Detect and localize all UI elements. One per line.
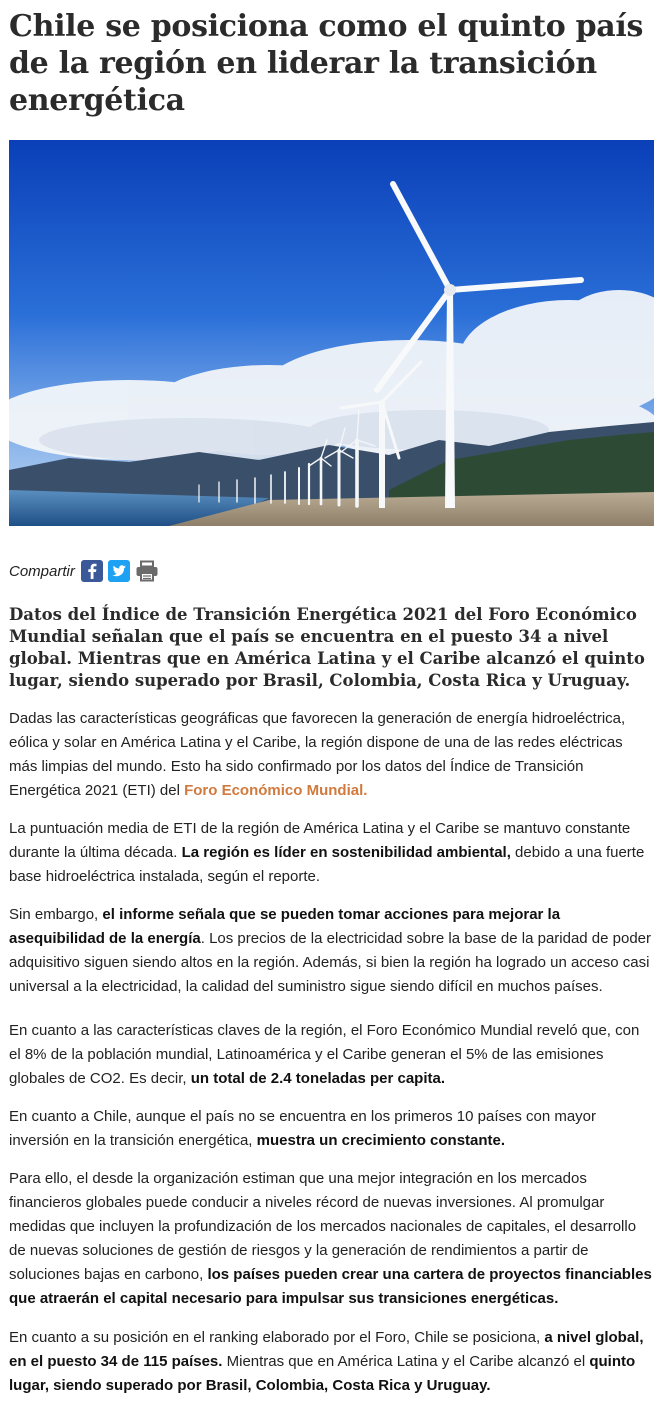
facebook-icon[interactable] <box>81 560 103 582</box>
paragraph-6-bold: los países pueden crear una cartera de proyectos financiables que atraerán el capital necesario para impulsar sus transiciones energéticas. <box>9 1266 652 1307</box>
paragraph-1 <box>9 707 654 803</box>
paragraph-7 <box>9 1326 654 1398</box>
article-title: Chile se posiciona como el quinto país de la región en liderar la transición energética <box>9 9 644 118</box>
paragraph-7-text-mid: Mientras que en América Latina y el Caribe alcanzó el <box>222 1353 590 1370</box>
paragraph-4-bold: un total de 2.4 toneladas per capita. <box>190 1070 445 1087</box>
paragraph-5-bold: muestra un crecimiento constante. <box>256 1132 506 1149</box>
print-icon[interactable] <box>135 560 157 582</box>
paragraph-6-text: Para ello, el desde la organización estiman que una mejor integración en los mercados financieros globales puede conducir a niveles récord de nuevas inversiones. Al promulgar medidas que incluyen la profundización de los mercados nacionales de capitales, el desarrollo de nuevas soluciones de gestión de riesgos y la generación de rendimientos a partir de soluciones bajas en carbono, <box>9 1170 637 1283</box>
paragraph-2-text: La puntuación media de ETI de la región de América Latina y el Caribe se mantuvo constante durante la última década. <box>9 820 631 861</box>
paragraph-6 <box>9 1167 654 1311</box>
paragraph-7-bold: a nivel global, en el puesto 34 de 115 países. <box>9 1329 644 1370</box>
paragraph-7-bold-end: quinto lugar, siendo superado por Brasil, Colombia, Costa Rica y Uruguay. <box>9 1353 636 1394</box>
article <box>9 8 659 1394</box>
paragraph-3 <box>9 903 654 999</box>
hero-image <box>9 140 654 526</box>
share-bar <box>9 558 162 584</box>
paragraph-4-text: En cuanto a las características claves de la región, el Foro Económico Mundial reveló que, con el 8% de la población mundial, Latinoamérica y el Caribe generan el 5% de las emisiones globales de CO2. Es decir, <box>9 1022 640 1087</box>
paragraph-5 <box>9 1105 654 1153</box>
foro-economico-link[interactable]: Foro Económico Mundial. <box>184 782 368 799</box>
share-label: Compartir <box>9 562 75 580</box>
twitter-icon[interactable] <box>108 560 130 582</box>
paragraph-7-text: En cuanto a su posición en el ranking elaborado por el Foro, Chile se posiciona, <box>9 1329 545 1346</box>
paragraph-1-text: Dadas las características geográficas que favorecen la generación de energía hidroeléctrica, eólica y solar en América Latina y el Caribe, la región dispone de una de las redes eléctricas más limpias del mundo. Esto ha sido confirmado por los datos del Índice de Transición Energética 2021 (ETI) del <box>9 710 626 799</box>
paragraph-3-text-end: . Los precios de la electricidad sobre la base de la paridad de poder adquisitivo siguen siendo altos en la región. Además, si bien la región ha logrado un acceso casi universal a la electricidad, la calidad del suministro sigue siendo difícil en muchos países. <box>9 930 652 995</box>
wind-turbines-photo <box>9 140 654 526</box>
article-lead: Datos del Índice de Transición Energética 2021 del Foro Económico Mundial señalan que el país se encuentra en el puesto 34 a nivel global. Mientras que en América Latina y el Caribe alcanzó el quinto lugar, siendo superado por Brasil, Colombia, Costa Rica y Uruguay. <box>9 605 645 690</box>
paragraph-2-bold: La región es líder en sostenibilidad ambiental, <box>181 844 511 861</box>
paragraph-5-text: En cuanto a Chile, aunque el país no se encuentra en los primeros 10 países con mayor inversión en la transición energética, <box>9 1108 597 1149</box>
paragraph-3-text: Sin embargo, <box>9 906 103 923</box>
paragraph-2-text-end: debido a una fuerte base hidroeléctrica instalada, según el reporte. <box>9 844 645 885</box>
paragraph-2 <box>9 817 654 889</box>
paragraph-4 <box>9 1019 654 1091</box>
paragraph-3-bold: el informe señala que se pueden tomar acciones para mejorar la asequibilidad de la energía <box>9 906 561 947</box>
